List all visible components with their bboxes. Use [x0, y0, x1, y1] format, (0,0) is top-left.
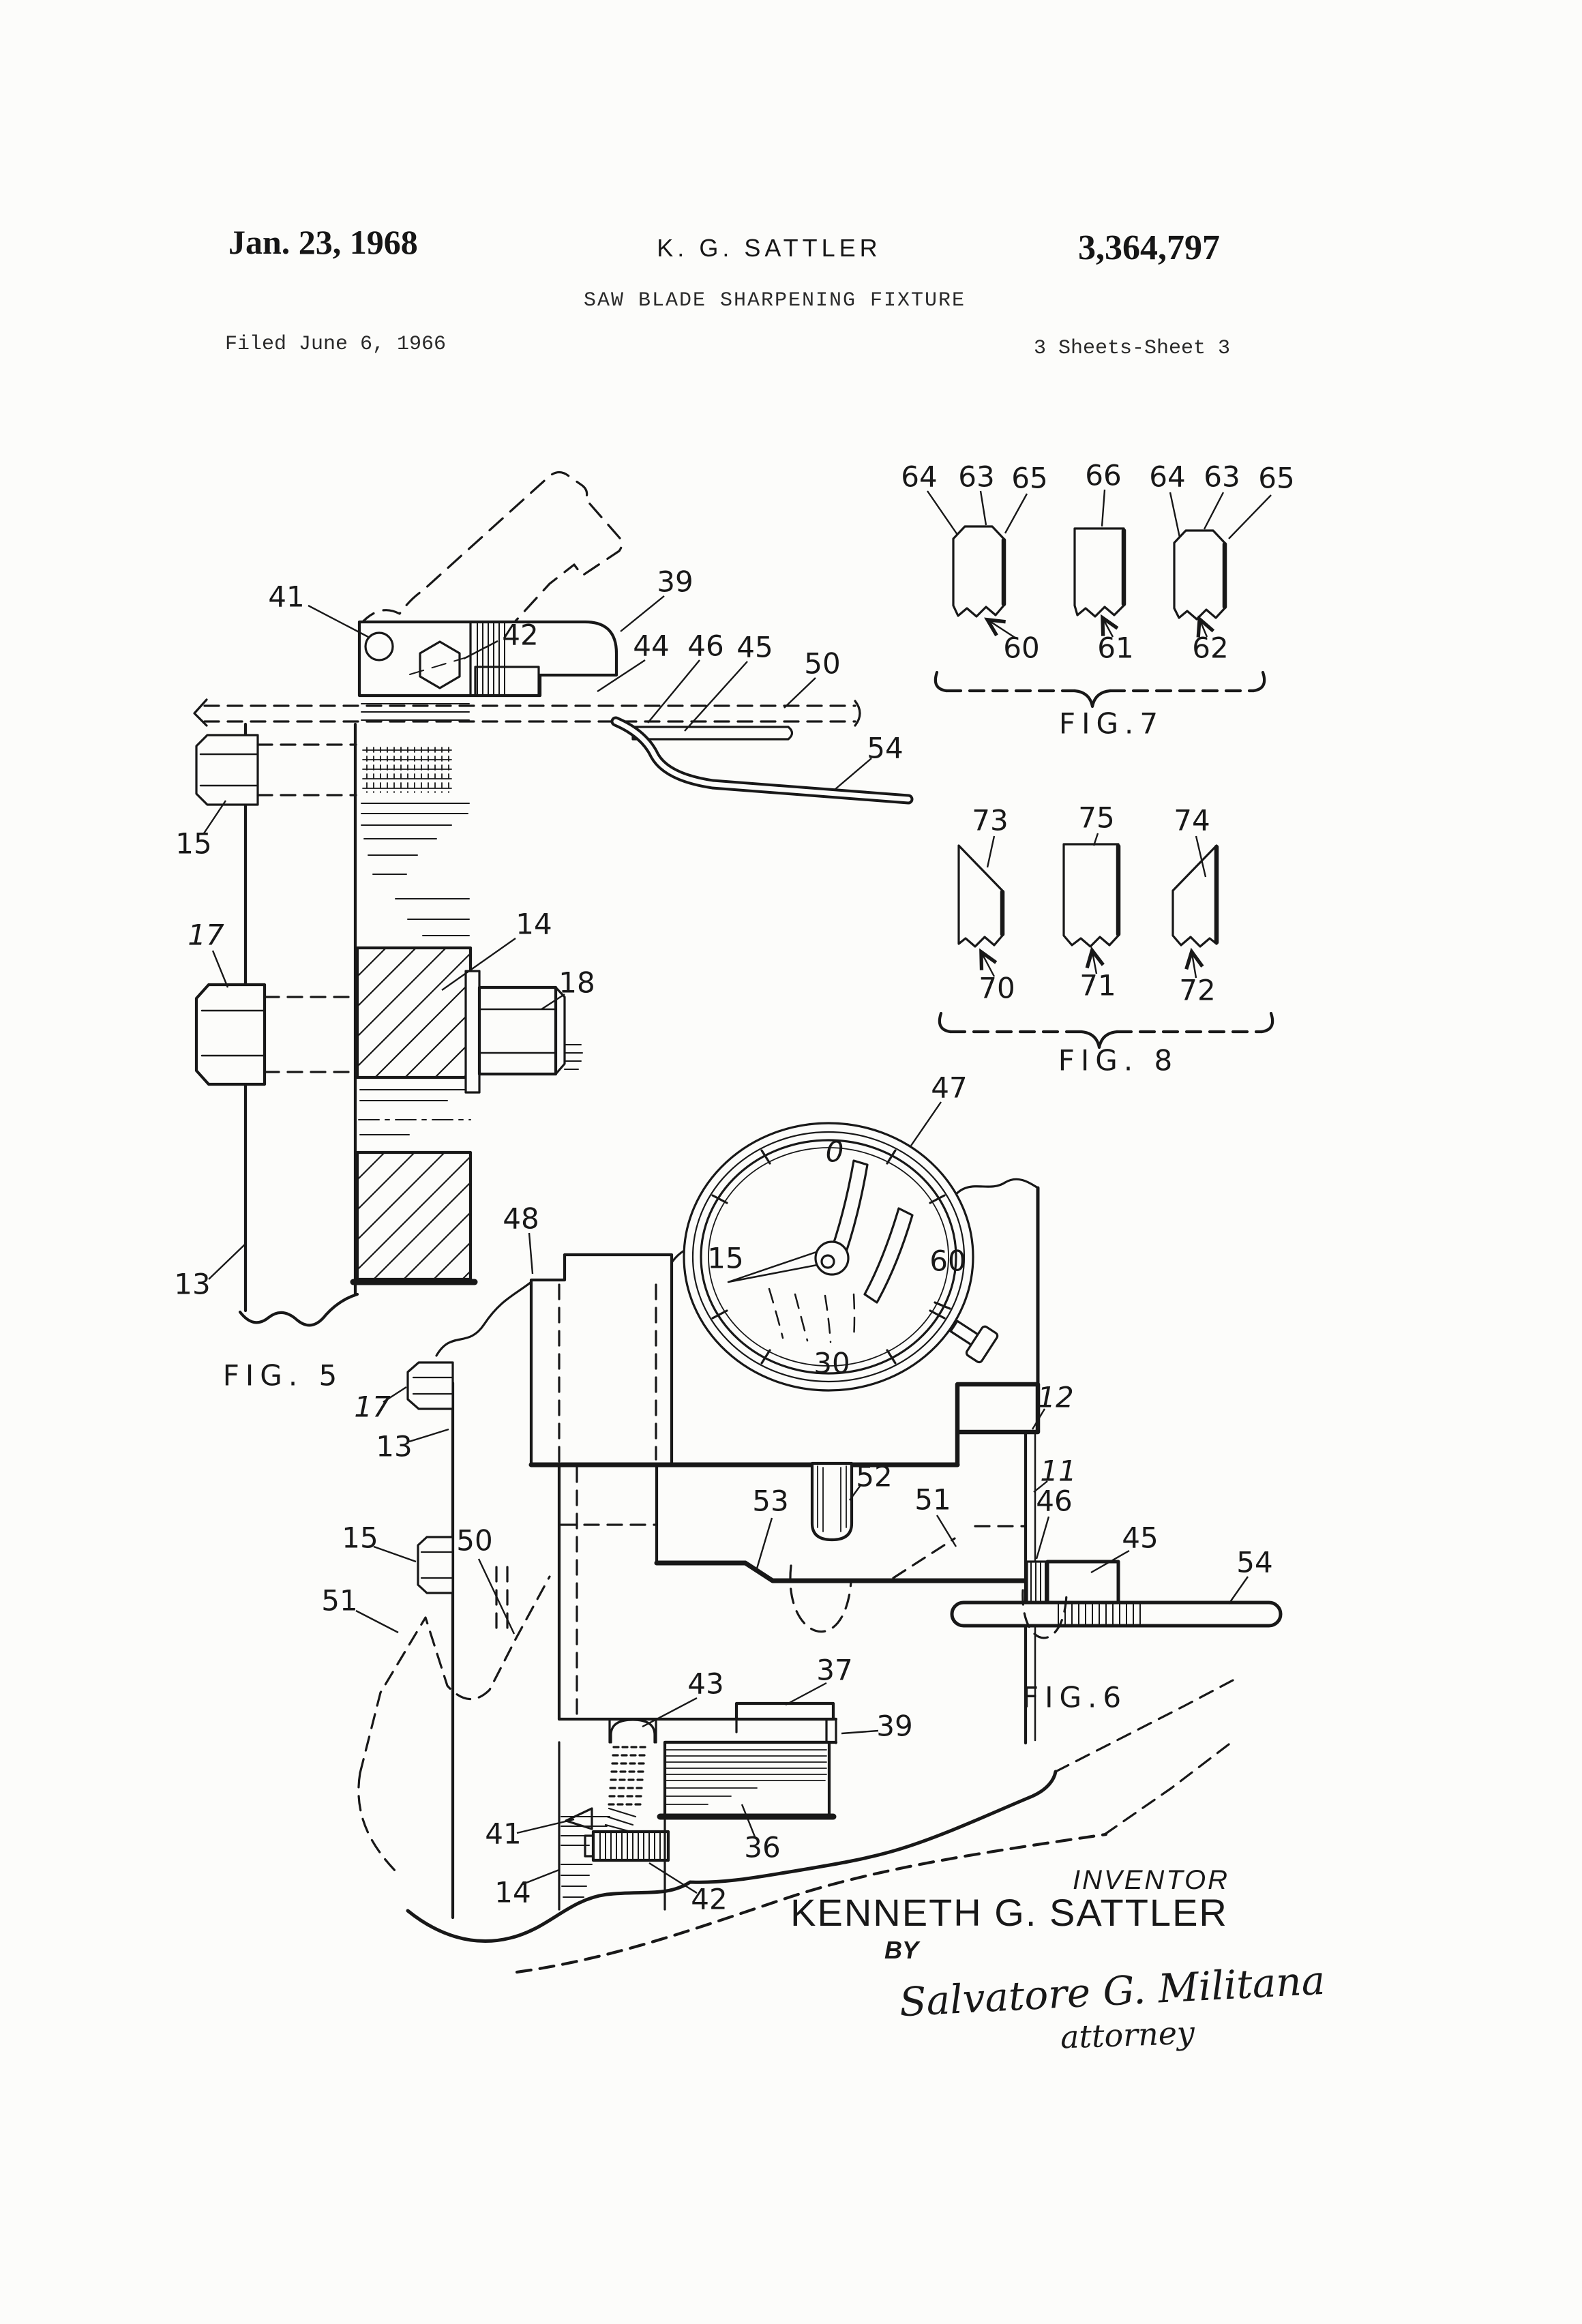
fig7-brace-right-hook	[1253, 672, 1264, 691]
leader-line-43	[642, 1698, 697, 1727]
ref-numeral-73: 73	[972, 803, 1009, 837]
ref-numeral-47: 47	[931, 1071, 968, 1105]
fig6-torn-edge-left	[436, 1282, 531, 1356]
leader-line-63	[981, 491, 986, 525]
fig6-torn-edge-right	[953, 1179, 1038, 1197]
fig5-bolt-18-threads	[565, 1045, 582, 1069]
attorney-label: attorney	[1060, 2014, 1195, 2056]
fig5-shading-upper	[361, 803, 469, 936]
fig7-tooth-62	[1174, 531, 1225, 619]
fig6-post-48	[531, 1255, 672, 1465]
ref-numeral-36: 36	[744, 1830, 781, 1864]
fig7-caption: FIG.7	[1058, 706, 1165, 741]
leader-line-13	[209, 1244, 245, 1279]
ref-numeral-64: 64	[901, 460, 938, 494]
header-date: Jan. 23, 1968	[228, 223, 418, 261]
fig5-rod-50-dashed	[205, 706, 855, 721]
leader-line-66	[1102, 490, 1105, 526]
header-sheet: 3 Sheets-Sheet 3	[1033, 337, 1231, 360]
ref-numeral-44: 44	[633, 629, 670, 663]
ref-numeral-65: 65	[1011, 461, 1048, 495]
ref-numeral-41: 41	[485, 1817, 522, 1851]
ref-numeral-17: 17	[354, 1390, 391, 1424]
leader-line-39	[621, 596, 664, 631]
fig5-feeler-bar-45	[633, 727, 792, 739]
leader-line-51	[356, 1611, 398, 1633]
ref-numeral-53: 53	[752, 1484, 789, 1518]
ref-numeral-62: 62	[1192, 631, 1229, 665]
fig6-bar-39-end-cap	[736, 1719, 836, 1743]
leader-line-54	[835, 758, 871, 790]
leader-line-63	[1204, 492, 1223, 529]
fig8-tooth-71	[1064, 844, 1118, 947]
ref-numeral-39: 39	[657, 565, 693, 599]
fig8-drawing	[940, 844, 1272, 1047]
fig7-tooth-60	[953, 526, 1004, 616]
attorney-signature: Salvatore G. Militana	[898, 1956, 1326, 2026]
leader-line-50	[784, 678, 816, 708]
ref-numeral-14: 14	[516, 907, 552, 941]
ref-numeral-39: 39	[876, 1709, 913, 1743]
fig6-screw-43-tip-lines	[606, 1808, 636, 1832]
leader-line-48	[529, 1233, 533, 1274]
leader-line-47	[911, 1102, 941, 1146]
ref-numeral-12: 12	[1037, 1380, 1074, 1414]
ref-numeral-70: 70	[979, 971, 1015, 1005]
fig5-bolt-17-hidden-shaft	[265, 997, 355, 1072]
ref-numeral-46: 46	[1036, 1484, 1073, 1518]
fig6-phantom-blade-left	[360, 1577, 550, 1773]
header-inventor-short: K. G. SATTLER	[657, 234, 882, 262]
inventor-heading: INVENTOR	[1073, 1865, 1229, 1895]
fig5-hole-41	[365, 633, 393, 660]
fig8-tooth-72	[1173, 846, 1217, 947]
leader-line-46	[1036, 1517, 1049, 1559]
ref-numeral-60: 60	[1003, 631, 1040, 665]
fig8-brace-left-hook	[940, 1013, 951, 1032]
fig6-gib-46	[1027, 1562, 1047, 1604]
leader-line-15	[374, 1547, 416, 1562]
fig6-bolt-17-head	[408, 1362, 453, 1409]
fig5-blade-13-wavy-break	[240, 1294, 357, 1325]
ref-numeral-15: 15	[175, 826, 212, 861]
ref-numeral-0: 0	[825, 1135, 844, 1169]
fig8-tooth-70	[959, 846, 1002, 947]
ref-numeral-63: 63	[958, 460, 995, 494]
ref-numeral-74: 74	[1174, 803, 1210, 837]
leader-line-53	[757, 1518, 772, 1568]
fig6-nut-42	[593, 1832, 668, 1860]
leader-line-17	[213, 951, 228, 987]
leader-line-54	[1229, 1577, 1248, 1604]
fig5-bolt-18-washer	[466, 971, 479, 1092]
fig6-block-36	[665, 1742, 829, 1817]
ref-numeral-50: 50	[804, 646, 841, 681]
fig6-post-48-hidden-lines	[559, 1285, 656, 1698]
ref-numeral-72: 72	[1179, 973, 1216, 1007]
inventor-name: KENNETH G. SATTLER	[790, 1891, 1228, 1934]
ref-numeral-51: 51	[321, 1583, 358, 1618]
ref-numeral-15: 15	[342, 1521, 378, 1555]
fig8-brace-right-hook	[1262, 1013, 1272, 1032]
fig8-caption: FIG. 8	[1058, 1043, 1179, 1077]
ref-numeral-15: 15	[707, 1241, 744, 1275]
fig5-bolt-17-head	[196, 985, 265, 1084]
ref-numeral-75: 75	[1078, 801, 1115, 835]
ref-numeral-42: 42	[691, 1882, 728, 1916]
header-filed: Filed June 6, 1966	[225, 333, 447, 356]
fig5-bolt-15-head	[196, 735, 258, 805]
leader-line-39	[841, 1731, 878, 1733]
ref-numeral-65: 65	[1258, 461, 1295, 495]
fig6-caption: FIG.6	[1021, 1680, 1128, 1714]
fig7-brace-center	[1075, 691, 1110, 706]
ref-numeral-13: 13	[174, 1267, 211, 1301]
ref-numeral-52: 52	[856, 1459, 893, 1493]
header-title: SAW BLADE SHARPENING FIXTURE	[583, 289, 966, 312]
fig6-phantom-under-plunger	[790, 1566, 851, 1632]
header	[225, 223, 1230, 360]
ref-numeral-11: 11	[1040, 1454, 1077, 1488]
ref-numeral-54: 54	[867, 731, 904, 765]
fig5-bolt-15-hidden-shaft	[258, 745, 356, 795]
fig6-screw-43-threads	[609, 1747, 649, 1804]
header-patent-number: 3,364,797	[1078, 228, 1220, 267]
fig5-caption: FIG. 5	[222, 1358, 344, 1392]
ref-numeral-13: 13	[376, 1429, 413, 1463]
fig6-phantom-left-lower	[359, 1773, 400, 1875]
leader-line-46	[648, 660, 700, 723]
leader-line-64	[1170, 492, 1180, 537]
fig6-arm-edges	[559, 1465, 657, 1719]
ref-numeral-30: 30	[814, 1346, 850, 1380]
signature-block	[790, 1865, 1326, 2055]
fig5-mid-lines	[360, 1090, 468, 1135]
ref-numeral-61: 61	[1097, 631, 1134, 665]
ref-numeral-60: 60	[929, 1244, 966, 1278]
ref-numeral-41: 41	[268, 580, 305, 614]
fig7-drawing	[936, 526, 1264, 706]
ref-numeral-64: 64	[1149, 460, 1186, 494]
ref-numeral-46: 46	[687, 629, 724, 663]
fig7-brace-left-hook	[936, 672, 946, 691]
leader-line-65	[1229, 495, 1271, 539]
leader-line-51	[937, 1515, 956, 1547]
fig6-rod-54	[952, 1603, 1281, 1626]
fig5-thread-lines	[363, 750, 451, 788]
fig7-tooth-61	[1075, 528, 1124, 616]
ref-numeral-63: 63	[1204, 460, 1240, 494]
ref-numeral-45: 45	[736, 630, 773, 664]
ref-numeral-66: 66	[1085, 458, 1122, 492]
ref-numeral-51: 51	[914, 1483, 951, 1517]
ref-numeral-43: 43	[687, 1667, 724, 1701]
ref-numeral-50: 50	[456, 1523, 493, 1558]
fig6-plate-37	[736, 1703, 833, 1719]
ref-numeral-45: 45	[1122, 1521, 1159, 1555]
ref-numeral-48: 48	[503, 1202, 539, 1236]
fig5-thread-dashes	[367, 747, 449, 792]
fig6-bolt-15-head	[418, 1537, 453, 1593]
by-label: BY	[884, 1936, 919, 1964]
ref-numeral-18: 18	[558, 966, 595, 1000]
leader-line-13	[409, 1429, 449, 1442]
ref-numeral-54: 54	[1236, 1545, 1273, 1579]
fig5-phantom-grinder-outline	[360, 473, 622, 632]
fig5-bolt-18-head	[479, 987, 556, 1074]
ref-numeral-17: 17	[188, 918, 224, 952]
fig6-jaw-ledge	[657, 1563, 1026, 1581]
leader-line-65	[1005, 494, 1027, 533]
fig6-bracket-45	[1047, 1562, 1118, 1604]
ref-numeral-14: 14	[494, 1875, 531, 1909]
leader-line-64	[927, 491, 957, 535]
ref-numeral-42: 42	[502, 618, 539, 652]
ref-numeral-71: 71	[1079, 968, 1116, 1002]
leader-line-73	[987, 836, 994, 867]
ref-numeral-37: 37	[816, 1653, 853, 1687]
fig6-phantom-mid-right	[893, 1526, 1024, 1578]
